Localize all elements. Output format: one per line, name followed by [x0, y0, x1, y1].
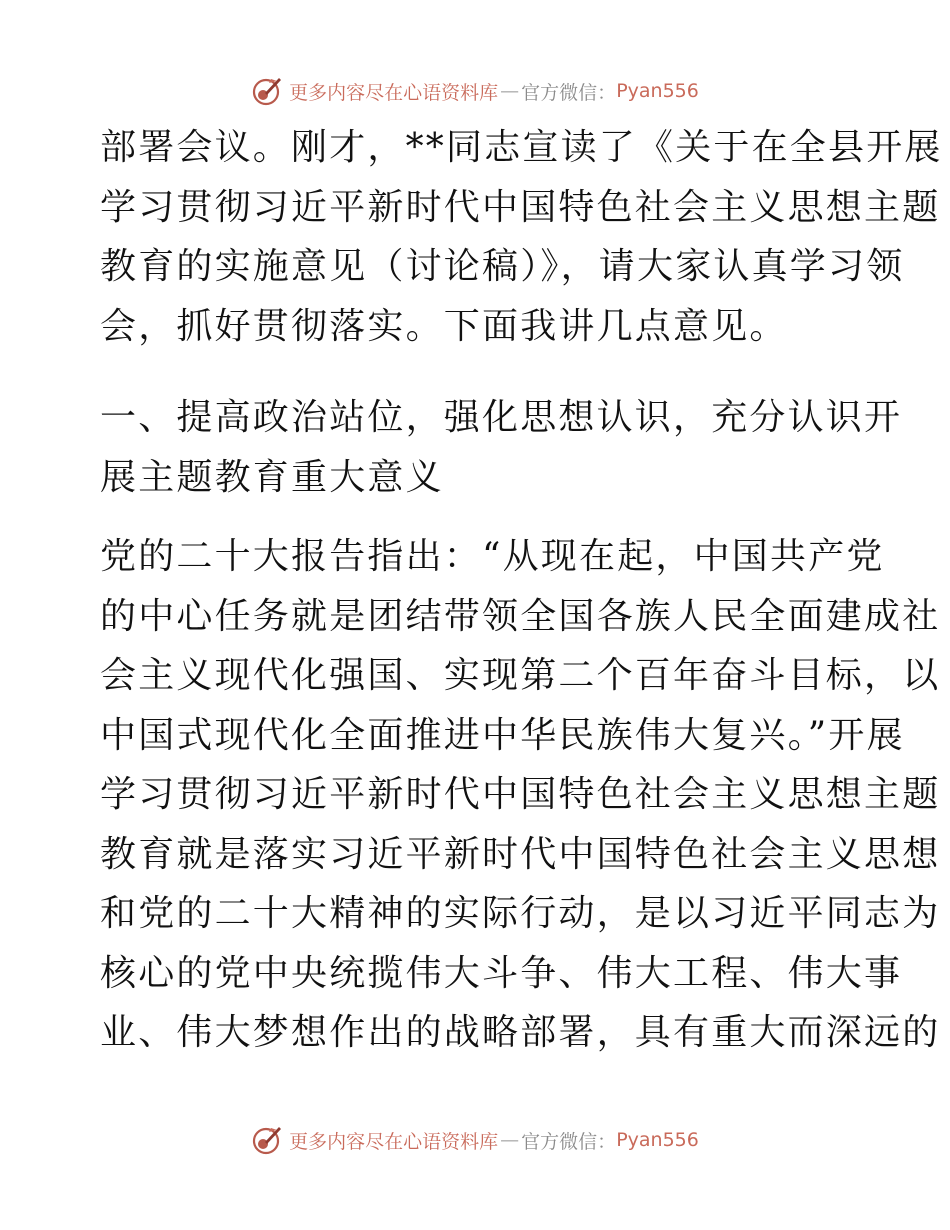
- watermark-brand-text: 更多内容尽在心语资料库: [289, 81, 499, 104]
- text-line: 核心的党中央统揽伟大斗争、伟大工程、伟大事: [100, 952, 903, 994]
- text-line: 的中心任务就是团结带领全国各族人民全面建成社: [100, 595, 941, 637]
- watermark-wechat-id: Pyan556: [616, 80, 699, 102]
- text-line: 部署会议。刚才，**同志宣读了《关于在全县开展: [100, 127, 943, 168]
- watermark-official-label: 官方微信：: [521, 81, 617, 104]
- text-line: 业、伟大梦想作出的战略部署，具有重大而深远的: [100, 1012, 941, 1053]
- text-line: 和党的二十大精神的实际行动，是以习近平同志为: [100, 893, 941, 934]
- text-line: 学习贯彻习近平新时代中国特色社会主义思想主题: [100, 774, 941, 815]
- section-heading: [100, 388, 903, 507]
- text-line: 教育的实施意见（讨论稿）》，请大家认真学习领: [100, 246, 905, 287]
- heading-line: 展主题教育重大意义: [100, 456, 444, 498]
- text-line: 党的二十大报告指出：“从现在起，中国共产党: [100, 536, 885, 577]
- watermark-official-label: 官方微信：: [521, 1130, 617, 1153]
- quill-pen-logo-icon: [251, 75, 283, 107]
- text-line: 会，抓好贯彻落实。下面我讲几点意见。: [100, 305, 788, 347]
- watermark-dash: —: [500, 80, 520, 102]
- text-line: 学习贯彻习近平新时代中国特色社会主义思想主题: [100, 186, 941, 228]
- text-line: 会主义现代化强国、实现第二个百年奋斗目标，以: [100, 655, 941, 696]
- text-line: 教育就是落实习近平新时代中国特色社会主义思想: [100, 833, 941, 875]
- watermark-dash: —: [500, 1129, 520, 1151]
- watermark-wechat-id: Pyan556: [616, 1129, 699, 1151]
- header-watermark: [0, 71, 950, 111]
- paragraph-significance: [100, 527, 941, 1063]
- paragraph-intro: [100, 118, 943, 356]
- footer-watermark: [0, 1120, 950, 1160]
- document-body: [100, 118, 943, 1063]
- watermark-brand-text: 更多内容尽在心语资料库: [289, 1130, 499, 1153]
- text-line: 中国式现代化全面推进中华民族伟大复兴。”开展: [100, 714, 905, 756]
- quill-pen-logo-icon: [251, 1124, 283, 1156]
- heading-line: 一、提高政治站位，强化思想认识，充分认识开: [100, 397, 903, 438]
